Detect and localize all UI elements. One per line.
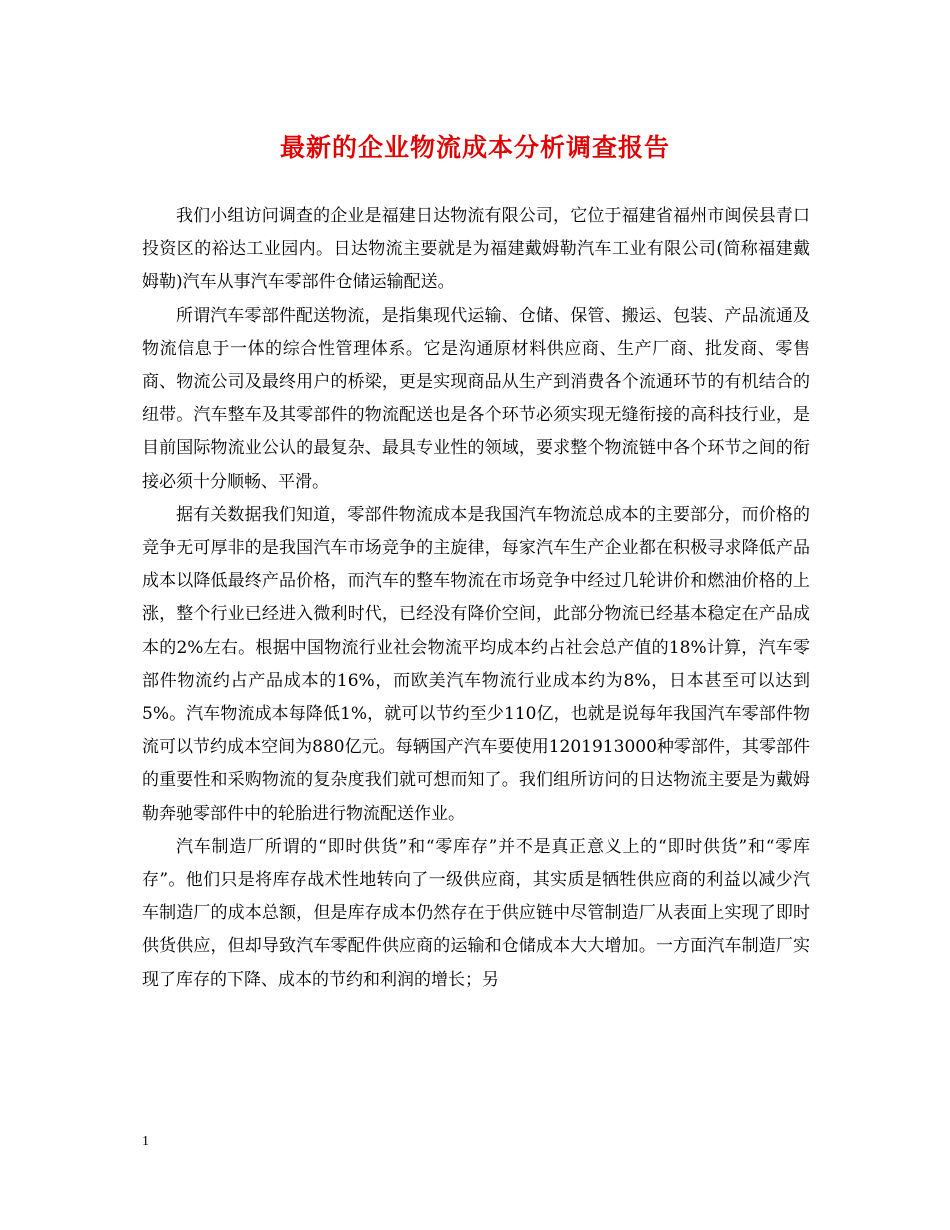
paragraph-2: 所谓汽车零部件配送物流，是指集现代运输、仓储、保管、搬运、包装、产品流通及物流信息于一体的综合性管理体系。它是沟通原材料供应商、生产厂商、批发商、零售商、物流公司及最终用户的桥梁，更是实现商品从生产到消费各个流通环节的有机结合的纽带。汽车整车及其零部件的物流配送也是各个环节必须实现无缝衔接的高科技行业，是目前国际物流业公认的最复杂、最具专业性的领域，要求整个物流链中各个环节之间的衔接必须十分顺畅、平滑。	[142, 305, 810, 492]
document-body	[142, 200, 810, 997]
paragraph-3: 据有关数据我们知道，零部件物流成本是我国汽车物流总成本的主要部分，而价格的竞争无可厚非的是我国汽车市场竞争的主旋律，每家汽车生产企业都在积极寻求降低产品成本以降低最终产品价格，而汽车的整车物流在市场竞争中经过几轮讲价和燃油价格的上涨，整个行业已经进入微利时代，已经没有降价空间，此部分物流已经基本稳定在产品成本的2%左右。根据中国物流行业社会物流平均成本约占社会总产值的18%计算，汽车零部件物流约占产品成本的16%，而欧美汽车物流行业成本约为8%，日本甚至可以达到5%。汽车物流成本每降低1%，就可以节约至少110亿，也就是说每年我国汽车零部件物流可以节约成本空间为880亿元。每辆国产汽车要使用1201913000种零部件，其零部件的重要性和采购物流的复杂度我们就可想而知了。我们组所访问的日达物流主要是为戴姆勒奔驰零部件中的轮胎进行物流配送作业。	[142, 504, 810, 824]
paragraph-4: 汽车制造厂所谓的“即时供货”和“零库存”并不是真正意义上的“即时供货”和“零库存”。他们只是将库存战术性地转向了一级供应商，其实质是牺牲供应商的利益以减少汽车制造厂的成本总额，但是库存成本仍然存在于供应链中尽管制造厂从表面上实现了即时供货供应，但却导致汽车零配件供应商的运输和仓储成本大大增加。一方面汽车制造厂实现了库存的下降、成本的节约和利润的增长；另	[142, 836, 810, 990]
document-title: 最新的企业物流成本分析调查报告	[279, 133, 670, 162]
page-number: 1	[142, 1134, 149, 1149]
paragraph-1: 我们小组访问调查的企业是福建日达物流有限公司，它位于福建省福州市闽侯县青口投资区的裕达工业园内。日达物流主要就是为福建戴姆勒汽车工业有限公司(简称福建戴姆勒)汽车从事汽车零部件仓储运输配送。	[142, 206, 810, 293]
